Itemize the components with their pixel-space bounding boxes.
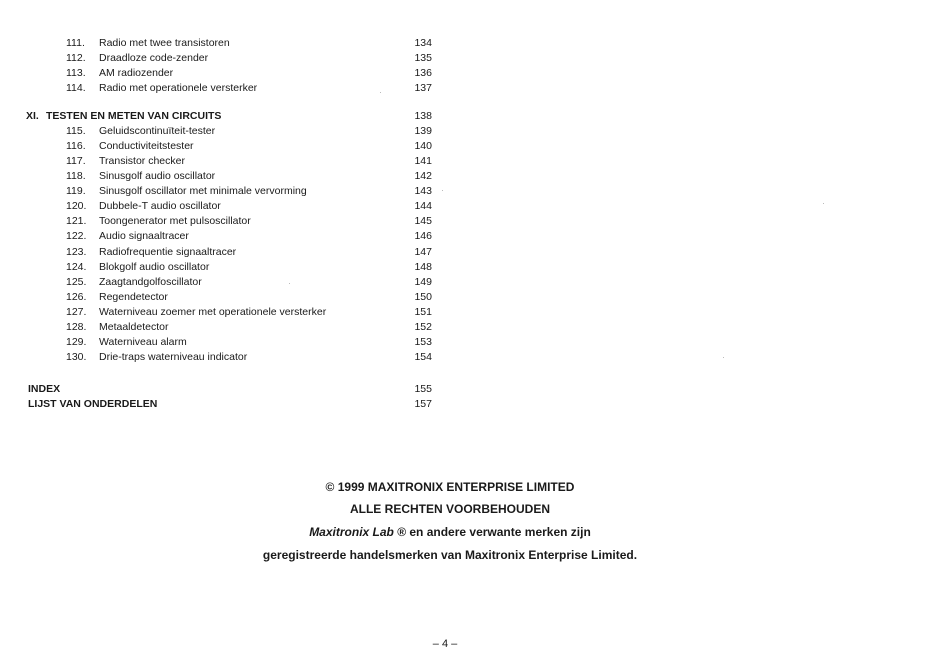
entry-number: 125. xyxy=(66,276,87,288)
entry-number: 122. xyxy=(66,230,87,242)
toc-index xyxy=(0,382,950,397)
entry-title: Conductiviteitstester xyxy=(99,140,194,152)
trademark-text: ® en andere verwante merken zijn xyxy=(393,525,591,539)
entry-number: 117. xyxy=(66,155,86,167)
toc-entry xyxy=(0,260,950,275)
entry-number: 116. xyxy=(66,140,86,152)
entry-number: 111. xyxy=(66,37,85,49)
entry-page: 147 xyxy=(414,246,432,258)
entry-number: 114. xyxy=(66,82,86,94)
section-title: TESTEN EN METEN VAN CIRCUITS xyxy=(46,110,222,122)
toc-entry xyxy=(0,229,950,244)
toc-entry xyxy=(0,169,950,184)
entry-number: 128. xyxy=(66,321,87,333)
entry-title: Toongenerator met pulsoscillator xyxy=(99,215,251,227)
entry-page: 136 xyxy=(414,67,432,79)
entry-title: Transistor checker xyxy=(99,155,185,167)
entry-page: 140 xyxy=(414,140,432,152)
toc-entry xyxy=(0,305,950,320)
entry-number: 121. xyxy=(66,215,87,227)
entry-page: 142 xyxy=(414,170,432,182)
entry-page: 143 xyxy=(414,185,432,197)
entry-number: 126. xyxy=(66,291,87,303)
entry-page: 152 xyxy=(414,321,432,333)
toc-parts-list xyxy=(0,397,950,412)
entry-number: 118. xyxy=(66,170,86,182)
entry-number: 112. xyxy=(66,52,86,64)
entry-page: 141 xyxy=(414,155,432,167)
toc-section-heading xyxy=(0,109,950,124)
entry-title: Waterniveau zoemer met operationele versterker xyxy=(99,306,327,318)
entry-title: Dubbele-T audio oscillator xyxy=(99,200,221,212)
entry-title: Waterniveau alarm xyxy=(99,336,187,348)
trademark-line xyxy=(250,524,650,540)
toc-entry xyxy=(0,214,950,229)
entry-page: 145 xyxy=(414,215,432,227)
entry-number: 129. xyxy=(66,336,87,348)
entry-title: Radio met twee transistoren xyxy=(99,37,230,49)
entry-title: Audio signaaltracer xyxy=(99,230,189,242)
entry-title: Radiofrequentie signaaltracer xyxy=(99,246,237,258)
toc-entry xyxy=(0,275,950,290)
toc-entry xyxy=(0,335,950,350)
entry-number: 120. xyxy=(66,200,87,212)
entry-page: 144 xyxy=(414,200,432,212)
toc-entry xyxy=(0,320,950,335)
entry-title: Zaagtandgolfoscillator xyxy=(99,276,202,288)
toc-entry xyxy=(0,154,950,169)
entry-title: Radio met operationele versterker xyxy=(99,82,258,94)
entry-page: 150 xyxy=(414,291,432,303)
entry-number: 130. xyxy=(66,351,87,363)
toc-entry xyxy=(0,124,950,139)
entry-page: 149 xyxy=(414,276,432,288)
entry-title: Sinusgolf oscillator met minimale vervorming xyxy=(99,185,307,197)
parts-list-title: LIJST VAN ONDERDELEN xyxy=(28,398,158,410)
entry-page: 139 xyxy=(414,125,432,137)
entry-title: AM radiozender xyxy=(99,67,174,79)
entry-number: 113. xyxy=(66,67,86,79)
scan-speck xyxy=(723,357,724,358)
entry-number: 127. xyxy=(66,306,87,318)
scan-speck xyxy=(289,283,290,284)
entry-number: 124. xyxy=(66,261,87,273)
entry-page: 151 xyxy=(414,306,432,318)
toc-entry xyxy=(0,290,950,305)
toc-entry xyxy=(0,66,950,81)
toc-entry xyxy=(0,36,950,51)
entry-number: 123. xyxy=(66,246,87,258)
page-number: – 4 – xyxy=(432,638,458,650)
section-number: XI. xyxy=(26,110,39,122)
entry-title: Geluidscontinuïteit-tester xyxy=(99,125,216,137)
entry-number: 115. xyxy=(66,125,86,137)
entry-page: 134 xyxy=(414,37,432,49)
toc-entry xyxy=(0,51,950,66)
scan-speck xyxy=(442,190,443,191)
toc-entry xyxy=(0,199,950,214)
entry-title: Sinusgolf audio oscillator xyxy=(99,170,216,182)
toc-entry xyxy=(0,184,950,199)
entry-page: 146 xyxy=(414,230,432,242)
entry-title: Drie-traps waterniveau indicator xyxy=(99,351,248,363)
entry-title: Blokgolf audio oscillator xyxy=(99,261,210,273)
parts-list-page: 157 xyxy=(414,398,432,410)
copyright-line: © 1999 MAXITRONIX ENTERPRISE LIMITED xyxy=(325,480,575,494)
entry-page: 137 xyxy=(414,82,432,94)
entry-page: 135 xyxy=(414,52,432,64)
entry-page: 153 xyxy=(414,336,432,348)
entry-number: 119. xyxy=(66,185,86,197)
trademark-owner-line: geregistreerde handelsmerken van Maxitronix Enterprise Limited. xyxy=(262,548,638,562)
brand-name: Maxitronix Lab xyxy=(309,525,394,539)
entry-page: 148 xyxy=(414,261,432,273)
entry-title: Metaaldetector xyxy=(99,321,169,333)
toc-entry xyxy=(0,139,950,154)
rights-reserved-line: ALLE RECHTEN VOORBEHOUDEN xyxy=(349,502,550,516)
index-title: INDEX xyxy=(28,383,61,395)
toc-entry xyxy=(0,245,950,260)
entry-title: Regendetector xyxy=(99,291,168,303)
index-page: 155 xyxy=(414,383,432,395)
toc-entry xyxy=(0,350,950,365)
toc-entry xyxy=(0,81,950,96)
section-page: 138 xyxy=(414,110,432,122)
entry-page: 154 xyxy=(414,351,432,363)
entry-title: Draadloze code-zender xyxy=(99,52,209,64)
scan-speck xyxy=(823,203,824,204)
scan-speck xyxy=(380,92,381,93)
